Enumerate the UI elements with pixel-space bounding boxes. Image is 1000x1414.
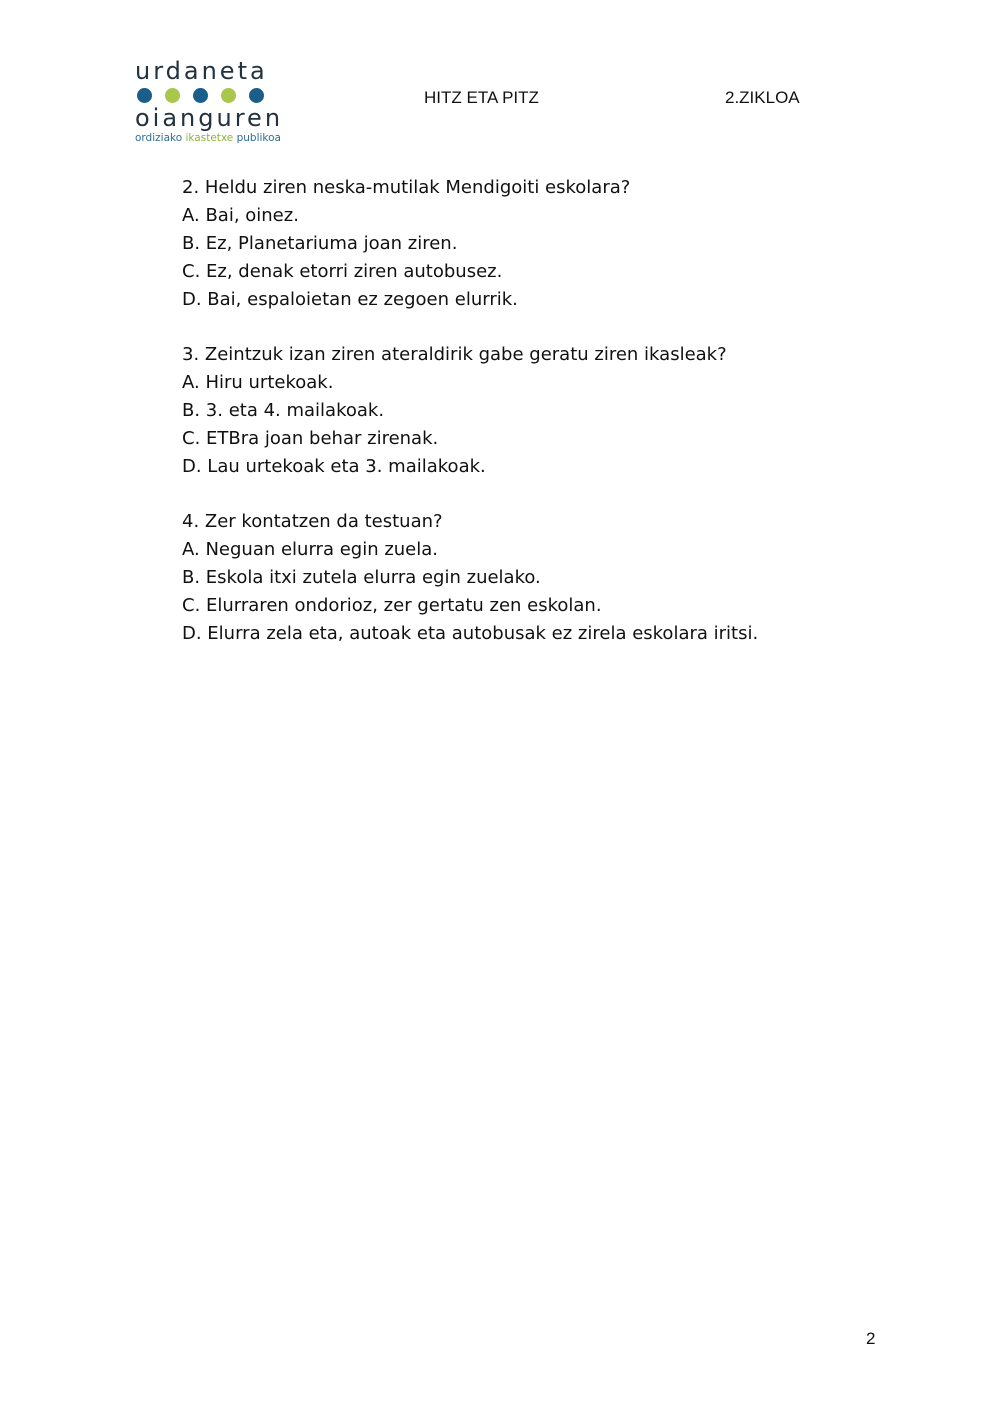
question-text: 4. Zer kontatzen da testuan? bbox=[182, 511, 443, 532]
answer-option[interactable]: D. Elurra zela eta, autoak eta autobusak ez zirela eskolara iritsi. bbox=[182, 623, 759, 644]
question-list bbox=[182, 174, 902, 675]
answer-option[interactable]: C. ETBra joan behar zirenak. bbox=[182, 428, 439, 449]
answer-option[interactable]: A. Neguan elurra egin zuela. bbox=[182, 539, 439, 560]
question-block bbox=[182, 508, 902, 648]
answer-option[interactable]: C. Elurraren ondorioz, zer gertatu zen eskolan. bbox=[182, 595, 602, 616]
logo-dot-green bbox=[221, 88, 236, 103]
question-text: 2. Heldu ziren neska-mutilak Mendigoiti eskolara? bbox=[182, 177, 631, 198]
answer-option[interactable]: B. Eskola itxi zutela elurra egin zuelako. bbox=[182, 567, 541, 588]
logo-tag-publikoa: publikoa bbox=[236, 132, 281, 144]
school-logo bbox=[135, 58, 285, 144]
question-block bbox=[182, 341, 902, 481]
answer-option[interactable]: A. Bai, oinez. bbox=[182, 205, 299, 226]
header-title: HITZ ETA PITZ bbox=[424, 88, 539, 107]
header-cycle: 2.ZIKLOA bbox=[725, 88, 800, 107]
question-text: 3. Zeintzuk izan ziren ateraldirik gabe geratu ziren ikasleak? bbox=[182, 344, 727, 365]
logo-dot-blue bbox=[249, 88, 264, 103]
answer-option[interactable]: A. Hiru urtekoak. bbox=[182, 372, 334, 393]
logo-tag-ordiziako: ordiziako bbox=[135, 132, 183, 144]
question-block bbox=[182, 174, 902, 314]
logo-tag-ikastetxe: ikastetxe bbox=[185, 132, 234, 144]
logo-word-oianguren: oianguren bbox=[135, 104, 284, 132]
answer-option[interactable]: C. Ez, denak etorri ziren autobusez. bbox=[182, 261, 503, 282]
answer-option[interactable]: D. Bai, espaloietan ez zegoen elurrik. bbox=[182, 289, 518, 310]
answer-option[interactable]: D. Lau urtekoak eta 3. mailakoak. bbox=[182, 456, 486, 477]
page-number: 2 bbox=[866, 1329, 876, 1348]
answer-option[interactable]: B. 3. eta 4. mailakoak. bbox=[182, 400, 385, 421]
answer-option[interactable]: B. Ez, Planetariuma joan ziren. bbox=[182, 233, 458, 254]
logo-tagline bbox=[135, 132, 285, 144]
logo-dot-blue bbox=[137, 88, 152, 103]
logo-dot-green bbox=[165, 88, 180, 103]
logo-dots bbox=[137, 87, 285, 103]
logo-word-urdaneta: urdaneta bbox=[135, 57, 268, 85]
logo-dot-blue bbox=[193, 88, 208, 103]
